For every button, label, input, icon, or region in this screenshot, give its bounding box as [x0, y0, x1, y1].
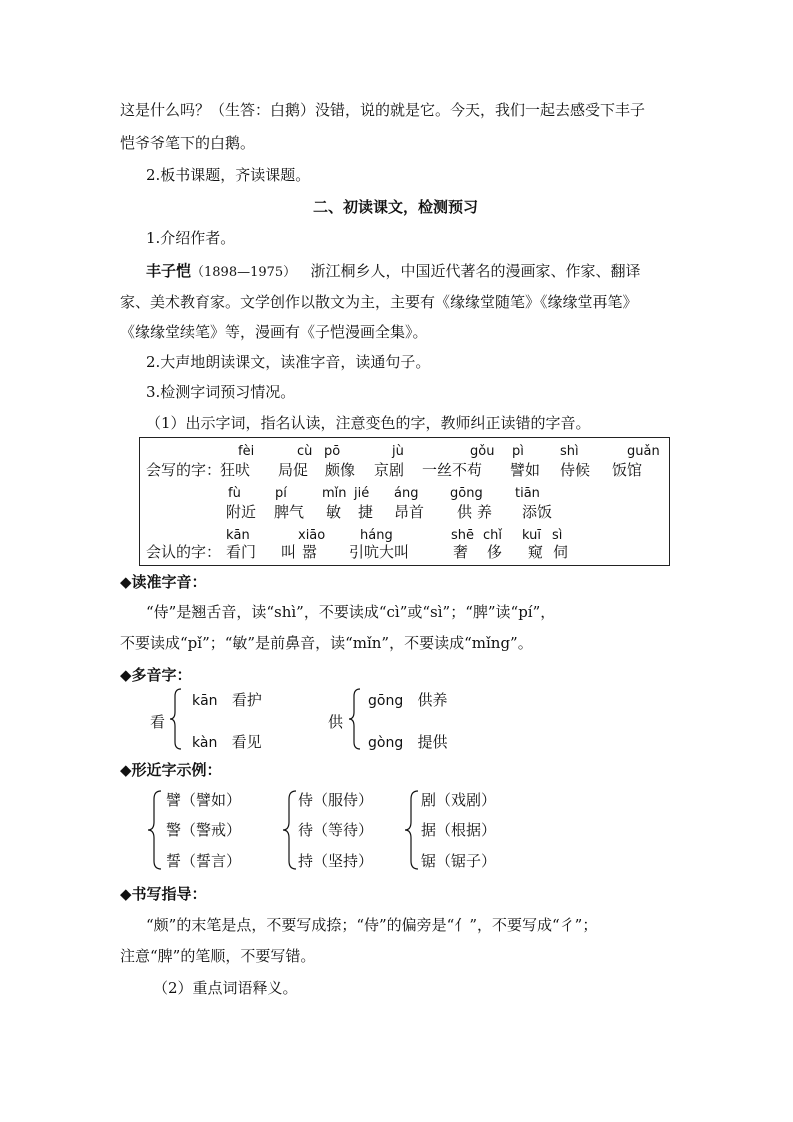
polyphone-1b	[192, 732, 262, 753]
read-label: 会认的字：	[146, 543, 222, 561]
pinyin: kàn	[192, 735, 218, 751]
pinyin: guǎn	[627, 444, 660, 459]
pinyin: kān	[192, 693, 218, 709]
section-item-2: 2.大声地朗读课文，读准字音，读通句子。	[146, 353, 431, 371]
brace	[283, 790, 293, 870]
word: 局促	[278, 461, 309, 479]
pinyin: sì	[552, 528, 563, 543]
word: 狂吠	[220, 461, 251, 479]
word: 颇像	[325, 461, 356, 479]
pinyin: fù	[228, 486, 241, 501]
author-name: 丰子恺	[146, 262, 192, 280]
section-sub-2: （2）重点词语释义。	[153, 979, 298, 997]
similar-item: 持（坚持）	[298, 852, 374, 870]
similar-title: ◆形近字示例：	[120, 761, 222, 779]
pinyin: háng	[360, 528, 393, 543]
pronounce-title: ◆读准字音：	[120, 573, 207, 591]
pinyin: gōng	[368, 693, 404, 709]
polyphone-1a	[192, 690, 262, 711]
writing-line-1: “颇”的末笔是点，不要写成捺；“侍”的偏旁是“亻”，不要写成“彳”；	[146, 916, 598, 934]
word: 脾气	[274, 503, 305, 521]
word: 譬如	[510, 461, 541, 479]
write-label: 会写的字：	[146, 461, 222, 479]
pinyin: pí	[275, 486, 287, 501]
pinyin: chǐ	[483, 528, 502, 543]
author-line-1	[146, 261, 641, 283]
similar-item: 譬（譬如）	[166, 791, 242, 809]
word: 侈	[487, 543, 503, 561]
author-years: （1898—1975）	[191, 265, 297, 280]
pinyin: jié	[354, 486, 370, 501]
word: 叫嚣	[281, 543, 324, 561]
similar-item: 侍（服侍）	[298, 791, 374, 809]
word: 供养	[457, 503, 498, 521]
similar-item: 待（等待）	[298, 821, 374, 839]
pinyin: fèi	[238, 444, 255, 459]
pinyin: tiān	[515, 486, 540, 501]
writing-line-2: 注意“脾”的笔顺，不要写错。	[120, 947, 316, 965]
intro-line-1: 这是什么吗？（生答：白鹅）没错，说的就是它。今天，我们一起去感受下丰子	[120, 101, 646, 119]
section-heading: 二、初读课文，检测预习	[313, 198, 479, 216]
pinyin: kuī	[522, 528, 541, 543]
word: 看护	[231, 691, 262, 709]
polyphone-char-2: 供	[328, 713, 344, 731]
section-item-1: 1.介绍作者。	[146, 229, 236, 247]
pinyin: kān	[226, 528, 250, 543]
section-sub-1: （1）出示字词，指名认读，注意变色的字，教师纠正读错的字音。	[146, 414, 591, 432]
writing-title: ◆书写指导：	[120, 885, 207, 903]
brace	[148, 790, 158, 870]
author-desc-1: 浙江桐乡人，中国近代著名的漫画家、作家、翻译	[310, 262, 641, 280]
word: 饭馆	[612, 461, 643, 479]
brace	[405, 790, 415, 870]
pronounce-line-2: 不要读成“pǐ”；“敏”是前鼻音，读“mǐn”，不要读成“mǐng”。	[120, 634, 533, 652]
polyphone-2a	[368, 690, 448, 711]
pinyin: gǒu	[470, 444, 495, 459]
word: 伺	[553, 543, 569, 561]
word: 看见	[231, 733, 262, 751]
word: 附近	[226, 503, 257, 521]
pinyin: xiāo	[298, 528, 326, 543]
pinyin: jù	[392, 444, 404, 459]
section-item-3: 3.检测字词预习情况。	[146, 383, 296, 401]
word-table	[139, 437, 670, 566]
polyphone-char-1: 看	[150, 713, 166, 731]
pinyin: cù	[297, 444, 313, 459]
similar-item: 据（根据）	[421, 821, 497, 839]
word: 窥	[528, 543, 544, 561]
word: 供养	[417, 691, 448, 709]
word: 引吭大叫	[349, 543, 410, 561]
word: 奢	[453, 543, 469, 561]
pinyin: mǐn	[322, 486, 347, 501]
pinyin: shì	[560, 444, 579, 459]
brace	[349, 688, 359, 750]
word: 京剧	[374, 461, 405, 479]
word: 一丝不苟	[422, 461, 483, 479]
word: 昂首	[394, 503, 425, 521]
pinyin: gōng	[450, 486, 483, 501]
polyphone-2b	[368, 732, 448, 753]
polyphone-title: ◆多音字：	[120, 666, 192, 684]
pinyin: gòng	[368, 735, 404, 751]
similar-item: 剧（戏剧）	[421, 791, 497, 809]
pinyin: pì	[512, 444, 524, 459]
word: 敏	[326, 503, 342, 521]
author-line-3: 《缘缘堂续笔》等，漫画有《子恺漫画全集》。	[120, 323, 428, 341]
word: 看门	[226, 543, 257, 561]
similar-item: 锯（锯子）	[421, 852, 497, 870]
intro-line-2: 恺爷爷笔下的白鹅。	[120, 134, 256, 152]
pronounce-line-1: “侍”是翘舌音，读“shì”，不要读成“cì”或“sì”；“脾”读“pí”，	[146, 603, 556, 621]
author-line-2: 家、美术教育家。文学创作以散文为主，主要有《缘缘堂随笔》《缘缘堂再笔》	[120, 293, 638, 311]
word: 捷	[358, 503, 374, 521]
similar-item: 誓（誓言）	[166, 852, 242, 870]
pinyin: pō	[324, 444, 341, 459]
similar-item: 警（警戒）	[166, 821, 242, 839]
word: 添饭	[522, 503, 553, 521]
intro-item-2: 2.板书课题，齐读课题。	[146, 166, 311, 184]
word: 提供	[417, 733, 448, 751]
word: 侍候	[560, 461, 591, 479]
pinyin: áng	[394, 486, 419, 501]
pinyin: shē	[451, 528, 475, 543]
brace	[170, 688, 180, 750]
